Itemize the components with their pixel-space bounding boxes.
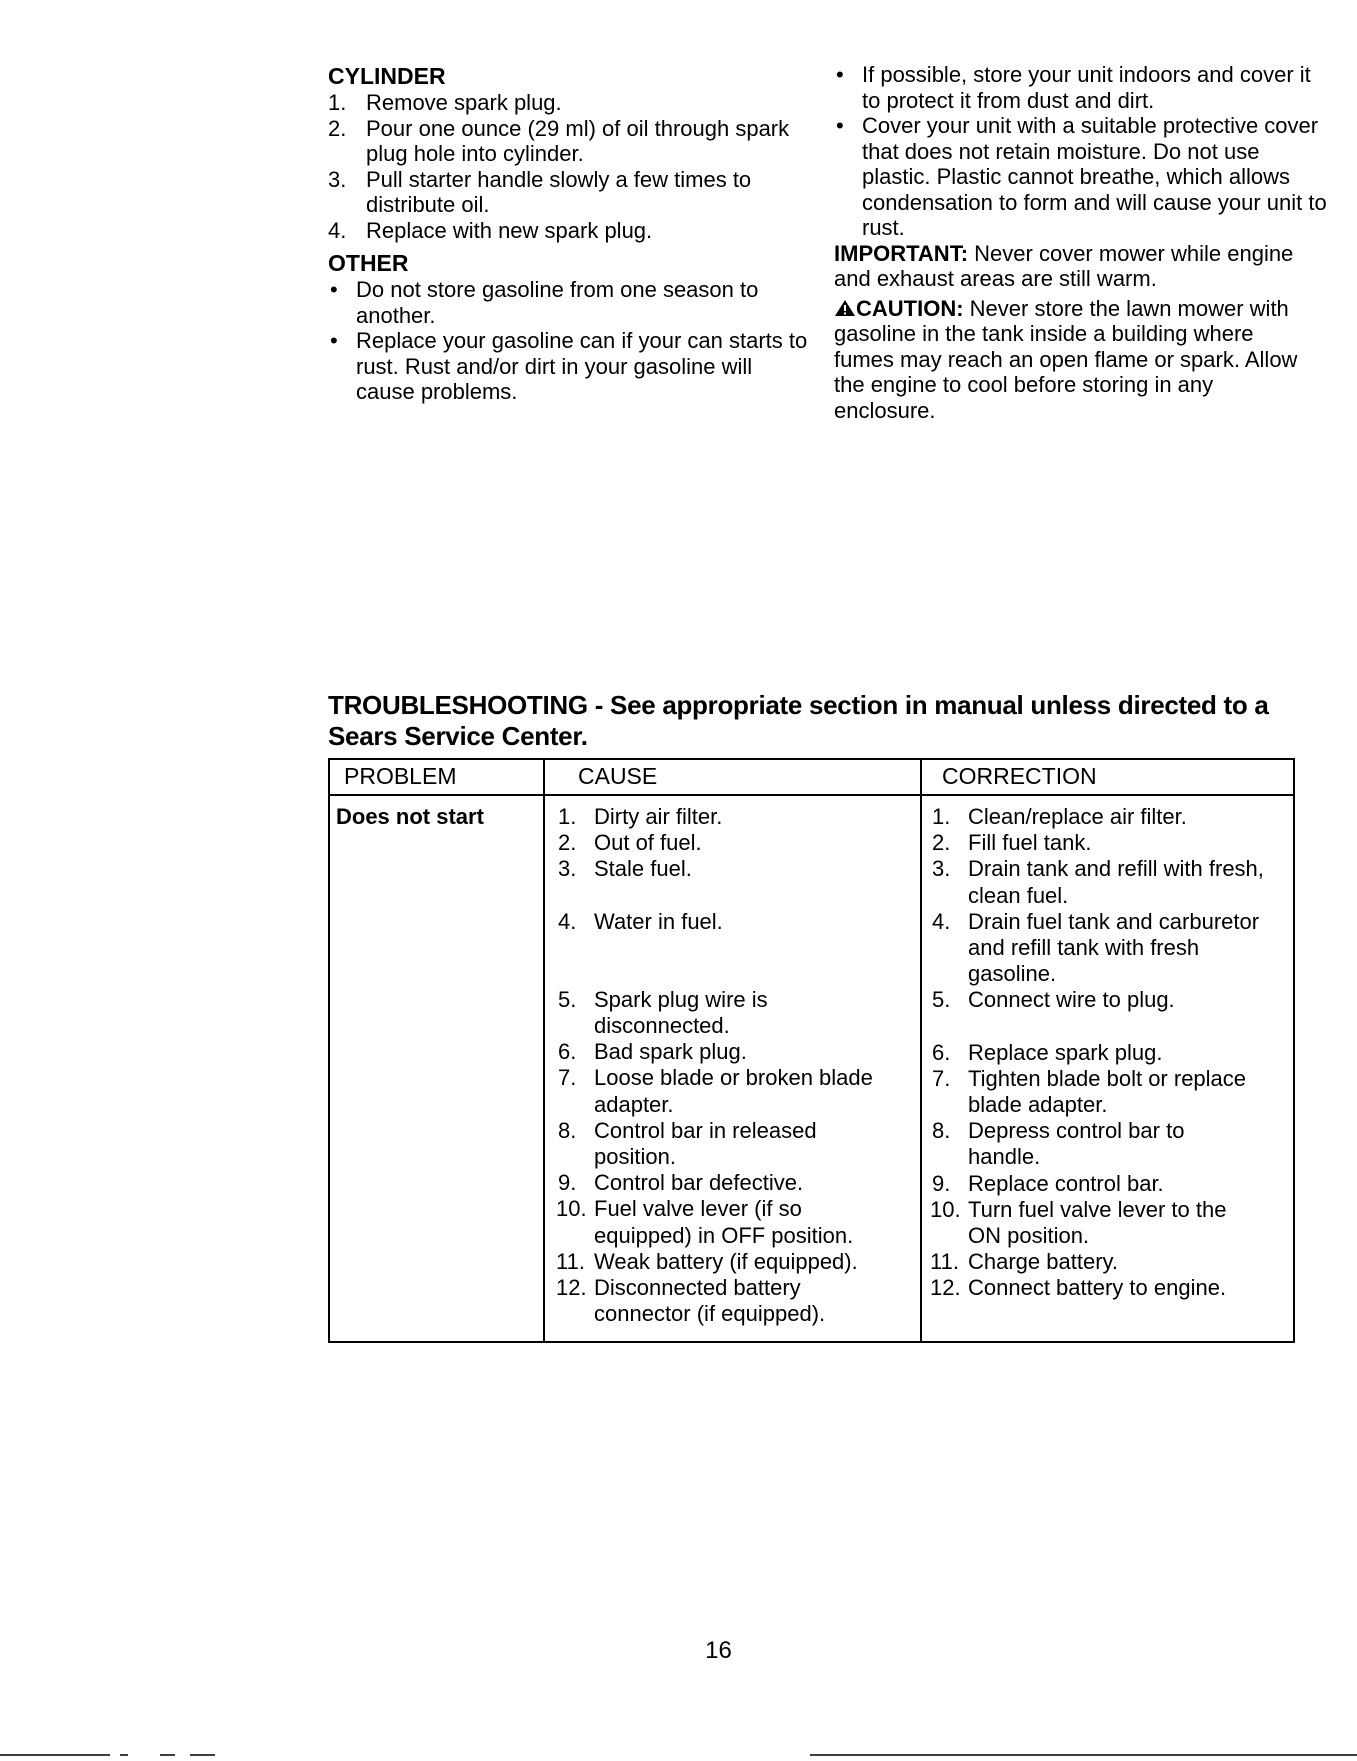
list-item <box>328 328 811 405</box>
scan-edge-divider <box>0 1754 1357 1756</box>
item-number: 12. <box>930 1275 961 1301</box>
warning-triangle-icon <box>834 297 856 315</box>
step-number: 3. <box>328 166 347 192</box>
correction-header: CORRECTION <box>942 763 1097 789</box>
item-text: Connect battery to engine. <box>968 1275 1227 1301</box>
cause-cell <box>558 804 918 1327</box>
list-item <box>932 856 1268 908</box>
cylinder-steps <box>328 90 798 243</box>
list-item <box>558 1065 884 1117</box>
item-text: Water in fuel. <box>594 908 723 934</box>
item-text: Disconnected battery connector (if equipped). <box>594 1275 826 1327</box>
list-item <box>932 1118 1248 1170</box>
header-divider <box>330 794 1293 796</box>
troubleshooting-title: TROUBLESHOOTING - See appropriate section in manual unless directed to a Sears Service Center. <box>328 690 1269 751</box>
list-item <box>558 830 918 856</box>
bullet-text: If possible, store your unit indoors and cover it to protect it from dust and dirt. <box>862 62 1311 113</box>
cylinder-heading: CYLINDER <box>328 63 446 89</box>
bullet-text: Cover your unit with a suitable protective cover that does not retain moisture. Do not use plastic. Plastic cannot breathe, which allows condensation to form and will cause your unit to rust. <box>862 113 1327 240</box>
item-text: Connect wire to plug. <box>968 987 1175 1013</box>
list-item <box>932 1040 1287 1066</box>
left-column <box>328 62 808 405</box>
item-text: Drain fuel tank and carburetor and refill tank with fresh gasoline. <box>968 908 1260 987</box>
item-text: Control bar defective. <box>594 1170 804 1196</box>
list-item <box>558 1249 918 1275</box>
item-number: 5. <box>558 986 577 1012</box>
correction-cell <box>932 804 1287 1302</box>
list-item <box>834 62 1322 113</box>
page-number: 16 <box>705 1637 732 1664</box>
list-item <box>558 1170 918 1196</box>
item-text: Fill fuel tank. <box>968 830 1092 856</box>
item-number: 6. <box>932 1039 951 1065</box>
important-text: Never cover mower while engine and exhaust areas are still warm. <box>834 240 1294 291</box>
item-number: 3. <box>932 856 951 882</box>
item-text: Drain tank and refill with fresh, clean fuel. <box>968 856 1264 908</box>
item-text: Loose blade or broken blade adapter. <box>594 1065 873 1117</box>
storage-bullets <box>834 62 1327 241</box>
list-item <box>328 116 816 167</box>
caution-note <box>834 296 1304 424</box>
step-text: Pour one ounce (29 ml) of oil through spark plug hole into cylinder. <box>366 115 790 166</box>
column-divider <box>920 760 922 1341</box>
item-text: Charge battery. <box>968 1249 1119 1275</box>
other-heading: OTHER <box>328 250 409 276</box>
item-text: Out of fuel. <box>594 830 702 856</box>
list-item <box>932 1275 1287 1301</box>
list-item <box>328 277 816 328</box>
step-text: Pull starter handle slowly a few times to distribute oil. <box>366 166 752 217</box>
bullet-icon: • <box>836 113 844 138</box>
important-note <box>834 241 1299 292</box>
item-number: 7. <box>558 1065 577 1091</box>
item-text: Control bar in released position. <box>594 1117 817 1170</box>
cause-list <box>558 804 918 1327</box>
item-number: 11. <box>556 1248 585 1274</box>
step-text: Replace with new spark plug. <box>366 217 653 243</box>
list-item <box>932 987 1287 1013</box>
list-item <box>834 113 1332 241</box>
bullet-icon: • <box>836 62 844 87</box>
item-number: 3. <box>558 856 577 882</box>
step-number: 4. <box>328 217 347 243</box>
item-text: Tighten blade bolt or replace blade adapter. <box>968 1065 1247 1118</box>
list-item <box>558 909 918 935</box>
item-text: Weak battery (if equipped). <box>594 1248 858 1274</box>
step-number: 2. <box>328 115 347 141</box>
item-text: Stale fuel. <box>594 856 692 882</box>
list-item <box>558 987 824 1039</box>
item-number: 5. <box>932 987 951 1013</box>
item-number: 2. <box>932 830 951 856</box>
troubleshooting-table <box>328 758 1295 1343</box>
item-number: 4. <box>558 908 577 934</box>
item-text: Replace spark plug. <box>968 1039 1163 1065</box>
caution-label: CAUTION: <box>856 295 964 321</box>
item-number: 2. <box>558 830 577 856</box>
item-text: Turn fuel valve lever to the ON position. <box>968 1196 1227 1249</box>
list-item <box>558 1196 904 1248</box>
item-number: 8. <box>558 1117 577 1143</box>
item-text: Fuel valve lever (if so equipped) in OFF position. <box>594 1196 854 1248</box>
list-item <box>558 1275 884 1327</box>
item-number: 1. <box>558 804 577 829</box>
item-text: Depress control bar to handle. <box>968 1118 1185 1170</box>
list-item <box>328 90 746 116</box>
item-text: Replace control bar. <box>968 1170 1164 1196</box>
list-item <box>328 167 796 218</box>
problem-header: PROBLEM <box>344 763 457 789</box>
item-text: Spark plug wire is disconnected. <box>594 986 768 1039</box>
item-number: 8. <box>932 1118 951 1144</box>
item-number: 11. <box>930 1249 959 1275</box>
step-number: 1. <box>328 90 347 115</box>
item-number: 10. <box>930 1196 961 1222</box>
item-number: 7. <box>932 1065 951 1091</box>
list-item <box>932 1066 1258 1118</box>
list-item <box>328 218 798 244</box>
item-number: 4. <box>932 908 951 934</box>
column-divider <box>543 760 545 1341</box>
right-column <box>834 62 1327 423</box>
list-item <box>558 1118 894 1170</box>
other-bullets <box>328 277 808 405</box>
problem-cell: Does not start <box>336 804 484 829</box>
important-label: IMPORTANT: <box>834 240 969 266</box>
list-item <box>558 856 918 882</box>
bullet-icon: • <box>330 328 338 353</box>
caution-text: Never store the lawn mower with gasoline in the tank inside a building where fumes may reach an open flame or spark. Allow the engine to cool before storing in any enclosure. <box>834 295 1298 423</box>
list-item <box>932 1171 1287 1197</box>
item-number: 9. <box>558 1170 577 1196</box>
list-item <box>558 1039 918 1065</box>
step-text: Remove spark plug. <box>366 90 562 115</box>
list-item <box>932 804 1287 830</box>
item-number: 1. <box>932 804 951 829</box>
bullet-icon: • <box>330 277 338 302</box>
correction-list <box>932 804 1287 1302</box>
item-text: Clean/replace air filter. <box>968 804 1187 829</box>
list-item <box>932 909 1268 988</box>
list-item <box>558 804 918 830</box>
item-number: 6. <box>558 1039 577 1065</box>
item-number: 10. <box>556 1196 587 1222</box>
list-item <box>932 830 1287 856</box>
list-item <box>932 1197 1228 1249</box>
item-number: 12. <box>556 1275 587 1301</box>
item-text: Dirty air filter. <box>594 804 723 829</box>
item-number: 9. <box>932 1170 951 1196</box>
list-item <box>932 1249 1287 1275</box>
bullet-text: Do not store gasoline from one season to another. <box>356 277 759 328</box>
bullet-text: Replace your gasoline can if your can starts to rust. Rust and/or dirt in your gasoline will cause problems. <box>356 328 808 404</box>
cause-header: CAUSE <box>578 763 658 789</box>
item-text: Bad spark plug. <box>594 1039 747 1065</box>
